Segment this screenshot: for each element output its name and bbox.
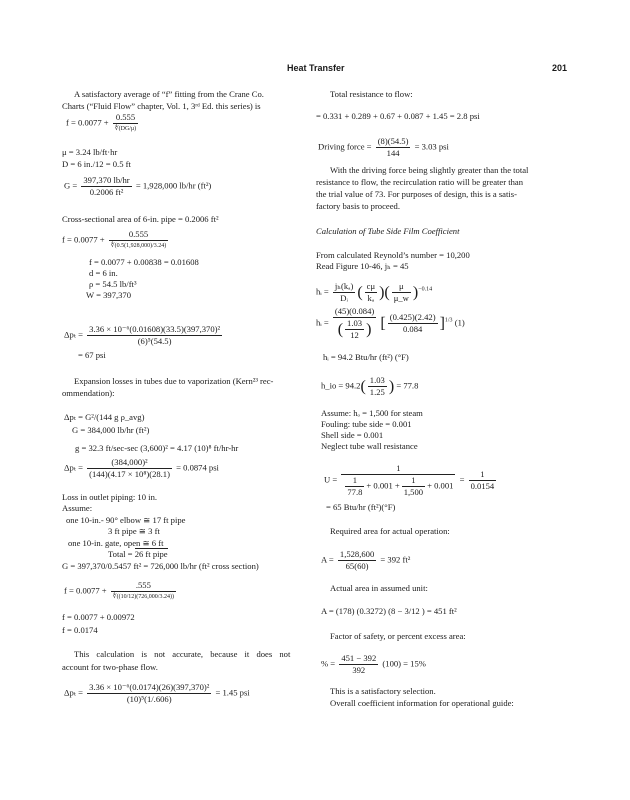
eq-rhs: = 0.0874 psi — [176, 462, 219, 473]
eq-lhs: Δpₜ = — [64, 462, 83, 473]
fraction — [87, 682, 211, 705]
fraction — [338, 549, 376, 572]
equation-d: d = 6 in. — [89, 268, 118, 278]
numerator: .555 — [111, 580, 176, 592]
list-item: one 10-in. gate, open ≅ 6 ft — [68, 538, 164, 548]
eq-lhs: h_io = 94.2 — [321, 380, 361, 391]
equation-A2: A = (178) (0.3272) (8 − 3/12 ) = 451 ft² — [321, 606, 457, 616]
numerator: 0.555 — [113, 112, 138, 124]
equation-dp1-result: = 67 psi — [78, 350, 106, 360]
denominator: 0.084 — [402, 324, 423, 334]
paragraph-line: From calculated Reynold’s number = 10,200 — [316, 250, 470, 260]
equation-W: W = 397,370 — [86, 290, 132, 300]
denominator: μ_w — [393, 293, 409, 303]
denominator: 65(60) — [345, 561, 369, 571]
eq-lhs: A = — [321, 554, 334, 565]
equation-hi-numeric: hᵢ = (45)(0.084) ( $\frac{1.03}{12}$ ) [ $\frac{(0.425)(2.42)}{0.084}$ ]$^{1/3}$ (1) — [316, 306, 465, 340]
fraction — [388, 312, 438, 335]
equation-g: g = 32.3 ft/sec-sec (3,600)² = 4.17 (10)⁸ ft/hr-hr — [75, 443, 239, 453]
paragraph-line: A satisfactory average of “f” fitting from the Crane Co. — [74, 89, 264, 99]
eq-lhs: G = — [64, 180, 78, 191]
paragraph-line: account for two-phase flow. — [62, 662, 158, 672]
denominator: 392 — [352, 665, 366, 675]
paragraph-line: Actual area in assumed unit: — [330, 583, 428, 593]
fraction — [87, 324, 222, 347]
paragraph-line: Assume: hₒ = 1,500 for steam — [321, 408, 423, 418]
equation-f3 — [64, 580, 178, 603]
numerator: 1.03 — [347, 318, 363, 328]
eq-lhs: Δpₜ = — [64, 687, 83, 698]
denominator: 144 — [386, 148, 400, 158]
eq-lhs: f = 0.0077 + — [62, 234, 105, 245]
denominator: (144)(4.17 × 10⁸)(28.1) — [89, 469, 170, 479]
eq-tail: (1) — [454, 317, 465, 328]
numerator: jₕ(kₐ) — [334, 281, 354, 291]
paragraph-line: Cross-sectional area of 6-in. pipe = 0.2006 ft² — [62, 214, 219, 224]
fraction — [339, 653, 378, 676]
numerator: μ — [392, 281, 411, 293]
equation-hio: h_io = 94.2( $\frac{1.03}{1.25}$ ) = 77.8 — [321, 375, 419, 397]
denominator: 1,500 — [403, 487, 424, 497]
denominator: 77.8 — [347, 487, 363, 497]
equation-mu: μ = 3.24 lb/ft·hr — [62, 147, 118, 157]
fraction — [365, 281, 377, 304]
numerator: 3.36 × 10⁻⁶(0.0174)(26)(397,370)² — [89, 682, 210, 692]
fraction — [333, 306, 376, 341]
paragraph-line: Neglect tube wall resistance — [321, 441, 418, 451]
numerator: (8)(54.5) — [377, 136, 409, 146]
equation-hi: hᵢ = $\frac{\text{jₕ(kₐ)}}{\text{Dᵢ}}$ ( $\frac{c\mu}{\text{kₐ}}$ )( $\frac{\mu}{\mu\_w}$ )$^{-0.14}$ — [316, 281, 433, 303]
equation-D: D = 6 in./12 = 0.5 ft — [62, 159, 131, 169]
paragraph-line: Expansion losses in tubes due to vaporization (Kern²³ rec- — [74, 376, 274, 386]
numerator: 1 — [341, 463, 455, 475]
paragraph-line: Assume: — [62, 503, 93, 513]
fraction — [345, 475, 364, 498]
denominator: kₐ — [367, 293, 375, 303]
denominator: 1.25 — [369, 387, 385, 397]
fraction — [376, 136, 411, 159]
eq-lhs: % = — [321, 658, 336, 669]
numerator: (0.425)(2.42) — [389, 312, 436, 322]
paragraph-line: Read Figure 10-46, jₕ = 45 — [316, 261, 409, 271]
denominator: (10)⁵(1/.606) — [126, 694, 172, 704]
eq-lhs: U = — [324, 474, 338, 485]
exponent: −0.14 — [418, 286, 433, 293]
paragraph-line: Required area for actual operation: — [330, 526, 450, 536]
numerator: 1 — [402, 475, 425, 487]
paragraph-line: resistance to flow, the recirculation ratio will be greater than — [316, 177, 524, 187]
equation-f2-result: f = 0.0077 + 0.00838 = 0.01608 — [89, 257, 199, 267]
fraction — [109, 229, 168, 252]
fraction — [402, 475, 425, 498]
denominator: ∜(0.5(1,928,000)/3.24) — [110, 243, 167, 249]
equation-driving-force — [318, 136, 449, 159]
paragraph-line: Overall coefficient information for operational guide: — [330, 698, 514, 708]
equation-rho: ρ = 54.5 lb/ft³ — [89, 279, 137, 289]
paragraph-line: the trial value of 73. For purposes of design, this is a satis- — [316, 189, 517, 199]
numerator: 1,528,600 — [339, 549, 375, 559]
equation-f3-sum: f = 0.0077 + 0.00972 — [62, 612, 135, 622]
equation-G2: G = 384,000 lb/hr (ft²) — [72, 425, 150, 435]
equation-dp3 — [64, 457, 219, 480]
denominator — [341, 475, 455, 498]
section-title: Calculation of Tube Side Film Coefficient — [316, 226, 460, 236]
equation-f3-result: f = 0.0174 — [62, 625, 98, 635]
eq-rhs: = 77.8 — [396, 380, 419, 391]
eq-rhs: = 1,928,000 lb/hr (ft²) — [135, 180, 212, 191]
paragraph-line: ommendation): — [62, 388, 115, 398]
numerator: (45)(0.084) — [334, 306, 375, 316]
eq-lhs: f = 0.0077 + — [66, 117, 109, 128]
numerator: (384,000)² — [87, 457, 172, 469]
fraction — [81, 175, 131, 198]
exponent: 1/3 — [444, 317, 453, 324]
denominator: ∜((10/12)(726,000/3.24)) — [112, 594, 174, 600]
numerator: 3.36 × 10⁻⁶(0.01608)(33.5)(397,370)² — [89, 324, 221, 334]
fraction — [341, 463, 455, 498]
list-item: 3 ft pipe ≅ 3 ft — [108, 526, 160, 536]
eq-rhs: (100) = 15% — [382, 658, 426, 669]
numerator: 451 − 392 — [341, 653, 377, 663]
equation-sum: = 0.331 + 0.289 + 0.67 + 0.087 + 1.45 = 2.8 psi — [316, 111, 480, 121]
eq-lhs: hᵢ = — [316, 286, 329, 297]
fraction — [333, 281, 355, 304]
denominator: ∜(DG/μ) — [114, 126, 137, 132]
fraction — [113, 112, 138, 135]
eq-lhs: Δpₜ = — [64, 329, 83, 340]
fraction — [469, 469, 497, 492]
eq-sign: = — [459, 474, 465, 485]
list-item: one 10-in.- 90° elbow ≅ 17 ft pipe — [66, 515, 186, 525]
eq-lhs: hᵢ = — [316, 317, 329, 328]
equation-G — [64, 175, 211, 198]
fraction — [87, 457, 172, 480]
denominator: 0.2006 ft² — [89, 187, 124, 197]
equation-hi-result: hᵢ = 94.2 Btu/hr (ft²) (°F) — [323, 352, 409, 362]
numerator: 0.555 — [109, 229, 168, 241]
equation-A1 — [321, 549, 410, 572]
equation-dp4 — [64, 682, 250, 705]
paragraph-line: Factor of safety, or percent excess area: — [330, 631, 466, 641]
paragraph-line: Charts (“Fluid Flow” chapter, Vol. 1, 3ʳᵈ Ed. this series) is — [62, 101, 261, 111]
fraction — [345, 318, 364, 341]
fraction — [368, 375, 387, 398]
fraction — [111, 580, 176, 603]
denominator: Dᵢ — [340, 293, 348, 303]
equation-f2 — [62, 229, 170, 252]
page-number: 201 — [552, 63, 568, 73]
denominator: ( $\frac{1.03}{12}$ ) — [337, 318, 372, 340]
eq-rhs: = 1.45 psi — [215, 687, 250, 698]
paragraph-line: Fouling: tube side = 0.001 — [321, 419, 412, 429]
denominator: (6)⁵(54.5) — [137, 336, 172, 346]
equation-dp2: Δpₜ = G²/(144 g ρ_avg) — [64, 412, 145, 422]
eq-lhs: Driving force = — [318, 141, 372, 152]
equation-f1 — [66, 112, 140, 135]
paragraph-line: Shell side = 0.001 — [321, 430, 384, 440]
total-line — [108, 549, 168, 560]
eq-term: + 0.001 + — [366, 480, 400, 491]
paragraph-line: factory basis to proceed. — [316, 201, 400, 211]
paragraph-line: Loss in outlet piping: 10 in. — [62, 492, 158, 502]
numerator: 1.03 — [369, 375, 385, 385]
numerator: 397,370 lb/hr — [83, 175, 130, 185]
numerator: 1 — [469, 469, 497, 481]
paragraph-line: This calculation is not accurate, because it does not — [74, 649, 291, 659]
fraction — [392, 281, 411, 304]
eq-term: + 0.001 — [427, 480, 454, 491]
equation-percent — [321, 653, 426, 676]
paragraph-line: Total resistance to flow: — [330, 89, 413, 99]
equation-U-result: = 65 Btu/hr (ft²)(°F) — [326, 502, 396, 512]
denominator: 0.0154 — [470, 481, 495, 491]
denominator: 12 — [350, 330, 359, 340]
equation-U — [324, 463, 498, 498]
eq-rhs: = 392 ft² — [380, 554, 411, 565]
eq-lhs: f = 0.0077 + — [64, 585, 107, 596]
numerator: 1 — [345, 475, 364, 487]
running-header: Heat Transfer — [287, 63, 345, 73]
eq-rhs: = 3.03 psi — [414, 141, 449, 152]
paragraph-line: With the driving force being slightly greater than the total — [330, 165, 529, 175]
total-value: 26 ft pipe — [134, 549, 168, 559]
total-label: Total = — [108, 549, 133, 559]
equation-G3: G = 397,370/0.5457 ft² = 726,000 lb/hr (ft² cross section) — [62, 561, 259, 571]
numerator: cμ — [366, 281, 376, 291]
paragraph-line: This is a satisfactory selection. — [330, 686, 436, 696]
equation-dp1 — [64, 324, 224, 347]
